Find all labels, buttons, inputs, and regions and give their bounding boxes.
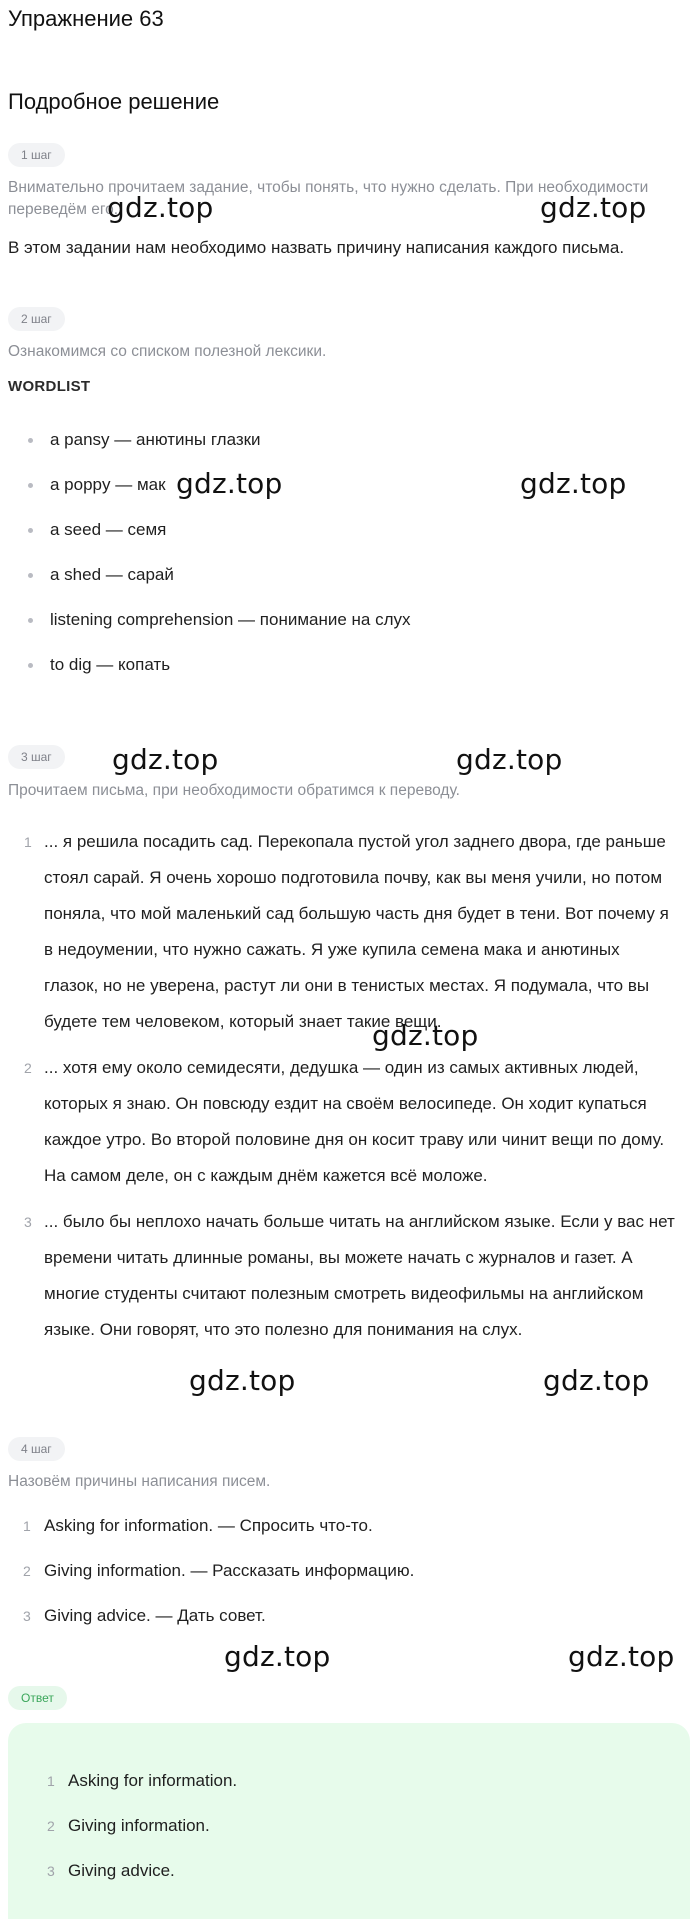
- bullet-icon: [28, 438, 33, 443]
- answer-text: Giving information.: [68, 1816, 210, 1835]
- watermark: gdz.top: [224, 1640, 331, 1673]
- reason-text: Giving information. — Рассказать информацию.: [44, 1561, 415, 1580]
- item-number: 3: [47, 1863, 55, 1879]
- letters-list: [8, 824, 678, 1358]
- watermark: gdz.top: [176, 467, 283, 500]
- letter-text: ... было бы неплохо начать больше читать на английском языке. Если у вас нет времени читать длинные романы, вы можете начать с журналов и газет. А многие студенты считают полезным смотреть видеофильмы на английском языке. Они говорят, что это полезно для понимания на слух.: [44, 1212, 675, 1339]
- step-1-text: В этом задании нам необходимо назвать причину написания каждого письма.: [8, 238, 625, 257]
- step-4-badge: 4 шаг: [8, 1437, 65, 1461]
- step-3-badge: 3 шаг: [8, 745, 65, 769]
- item-number: 1: [47, 1773, 55, 1789]
- bullet-icon: [28, 528, 33, 533]
- item-number: 1: [23, 1518, 31, 1534]
- list-item: [8, 563, 668, 608]
- step-1-instruction: Внимательно прочитаем задание, чтобы понять, что нужно сделать. При необходимости переведём его.: [8, 179, 649, 218]
- reason-text: Asking for information. — Спросить что-то.: [44, 1516, 373, 1535]
- answer-box: [8, 1723, 690, 1919]
- watermark: gdz.top: [107, 191, 214, 224]
- list-item: [8, 653, 668, 698]
- bullet-icon: [28, 663, 33, 668]
- list-item: [32, 1769, 237, 1814]
- item-number: 3: [23, 1608, 31, 1624]
- list-item: [8, 1604, 414, 1649]
- list-item: [8, 608, 668, 653]
- letter-item: [8, 1050, 678, 1194]
- list-item: [8, 1514, 414, 1559]
- word-entry: to dig — копать: [50, 655, 171, 674]
- item-number: 2: [23, 1563, 31, 1579]
- item-number: 3: [24, 1214, 32, 1230]
- letter-item: [8, 1204, 678, 1348]
- watermark: gdz.top: [540, 191, 647, 224]
- page-title: Упражнение 63: [8, 6, 164, 31]
- item-number: 1: [24, 834, 32, 850]
- word-entry: listening comprehension — понимание на слух: [50, 610, 411, 629]
- wordlist-title: WORDLIST: [8, 378, 91, 395]
- letter-item: [8, 824, 678, 1040]
- watermark: gdz.top: [568, 1640, 675, 1673]
- watermark: gdz.top: [372, 1019, 479, 1052]
- list-item: [32, 1859, 237, 1904]
- watermark: gdz.top: [189, 1364, 296, 1397]
- answer-badge: Ответ: [8, 1686, 67, 1710]
- letter-text: ... я решила посадить сад. Перекопала пустой угол заднего двора, где раньше стоял сарай. Я очень хорошо подготовила почву, как вы меня учили, но потом поняла, что мой маленький сад большую часть дня будет в тени. Вот почему я в недоумении, что нужно сажать. Я уже купила семена мака и анютиных глазок, но не уверена, растут ли они в тенистых местах. Я подумала, что вы будете тем человеком, который знает такие вещи.: [44, 832, 669, 1031]
- answer-list: [32, 1769, 237, 1904]
- step-1-badge: 1 шаг: [8, 143, 65, 167]
- watermark: gdz.top: [456, 743, 563, 776]
- step-4-instruction: Назовём причины написания писем.: [8, 1473, 271, 1490]
- word-entry: a shed — сарай: [50, 565, 174, 584]
- answer-text: Asking for information.: [68, 1771, 238, 1790]
- list-item: [8, 1559, 414, 1604]
- step-2-instruction: Ознакомимся со списком полезной лексики.: [8, 343, 327, 360]
- watermark: gdz.top: [112, 743, 219, 776]
- step-3-instruction: Прочитаем письма, при необходимости обратимся к переводу.: [8, 782, 460, 799]
- watermark: gdz.top: [543, 1364, 650, 1397]
- item-number: 2: [24, 1060, 32, 1076]
- word-entry: a seed — семя: [50, 520, 167, 539]
- watermark: gdz.top: [520, 467, 627, 500]
- letter-text: ... хотя ему около семидесяти, дедушка — один из самых активных людей, которых я знаю. Он повсюду ездит на своём велосипеде. Он ходит купаться каждое утро. Во второй половине дня он косит траву или чинит вещи по дому. На самом деле, он с каждым днём кажется всё моложе.: [44, 1058, 665, 1185]
- word-entry: a poppy — мак: [50, 475, 166, 494]
- answer-text: Giving advice.: [68, 1861, 175, 1880]
- reason-text: Giving advice. — Дать совет.: [44, 1606, 266, 1625]
- list-item: [32, 1814, 237, 1859]
- step-2-badge: 2 шаг: [8, 307, 65, 331]
- bullet-icon: [28, 483, 33, 488]
- list-item: [8, 518, 668, 563]
- item-number: 2: [47, 1818, 55, 1834]
- bullet-icon: [28, 573, 33, 578]
- word-entry: a pansy — анютины глазки: [50, 430, 261, 449]
- section-title: Подробное решение: [8, 89, 220, 114]
- bullet-icon: [28, 618, 33, 623]
- reasons-list: [8, 1514, 414, 1649]
